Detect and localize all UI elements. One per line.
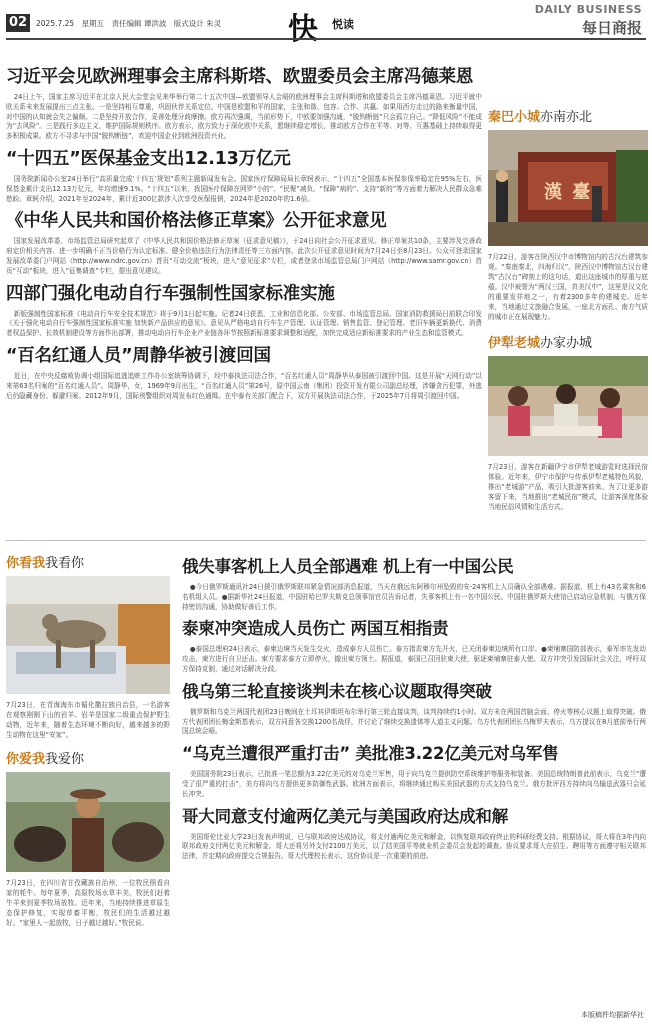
- story-headline: 泰柬冲突造成人员伤亡 两国互相指责: [182, 619, 449, 639]
- photo-han-terrace: [488, 130, 648, 246]
- story-body: 俄罗斯和乌克兰两国代表团23日晚间在土耳其伊斯坦布尔举行第三轮直接谈判，谈判持续约1小时。双方未在两国首脑会面、停火等核心议题上取得突破。俄方代表团团长梅金斯基表示，双方同意各交换1200名战俘，并讨论了继续交换遗体等人道主义问题。乌方代表团团长乌梅罗夫表示，乌方提议在8月底前举行两国总统会晤。: [182, 707, 646, 736]
- photo-yili-drawing: [488, 356, 648, 456]
- layout-designer: 版式设计 朱灵: [173, 19, 222, 28]
- issue-date: 2025.7.25: [36, 19, 75, 28]
- story-headline: 俄乌第三轮直接谈判未在核心议题取得突破: [182, 681, 492, 701]
- news-story: [6, 283, 482, 339]
- title-rest: 我看你: [45, 556, 85, 571]
- photo-caption: 7月23日，在四川省甘孜藏族自治州，一位牧民照看自家的牦牛。每年夏季，高原牧场水草丰美，牧民们赶着牛羊来到夏季牧场放牧。近年来，当地持续推进草原生态保护修复，实现草畜平衡，牧民们的生活越过越好。“家里人一起放牧，日子越过越好。”牧民说。: [6, 879, 170, 927]
- story-headline: 四部门强化电动自行车强制性国家标准实施: [6, 283, 335, 304]
- story-body: 近日，在中央反腐败协调小组国际追逃追赃工作办公室统筹协调下，经中泰执法司法合作，“百名红通人员”周静华从泰国被引渡回中国。这是开展“天网行动”以来第63名归案的“百名红通人员”。周静华，女，1969年9月出生，“百名红通人员”第26号，原中国云南（集团）投资开发有限公司副总经理，涉嫌贪污犯罪，外逃后仍隐藏身份、躲避归案。2012年9月，国际刑警组织对周发布红色通缉。在中泰有关部门配合下，双方开展执法司法合作，于2025年7月将周引渡回中国。: [6, 371, 482, 400]
- header-rule: [6, 38, 646, 40]
- photo-caption: 7月23日，在青海海东市循化撒拉族自治县，一名游客在观察刚刚下山的岩羊。岩羊是国家二级重点保护野生动物，近年来，随着生态环境不断向好，越来越多的野生动物在这里“安家”。: [6, 701, 170, 739]
- news-story: [182, 681, 646, 737]
- story-body: 24日上午，国家主席习近平在北京人民大会堂会见来华举行第二十五次中国—欧盟领导人会晤的欧洲理事会主席科斯塔和欧盟委员会主席冯德莱恩。习近平就中欧关系未来发展提出三点主张。一是坚持相互尊重，巩固伙伴关系定位。中国是欧盟和平的国家，主张和谐、包容、合作、共赢。如果用西方走过的路来衡量中国，对中国的认知就会失之偏颇。二是坚持开放合作，妥善处理分歧摩擦。欧方再次强调，当前形势下，中欧要加强沟通，“脱钩断链”只会孤立自己。“降低风险”不能成为“去风险”。三是践行多边主义，维护国际规则秩序。欧方表示，欧方致力于深化欧中关系，愿继续稳定增长，推动欧方合作在平等、对等、互惠基础上持续取得更多积极成果。欧方不寻求与中国“脱钩断链”，欢迎中国企业到欧洲投资兴业。: [6, 93, 482, 141]
- story-headline: 俄失事客机上人员全部遇难 机上有一中国公民: [182, 557, 514, 576]
- photo-herdsman-yak: [6, 772, 170, 872]
- section-logo-char: 快: [288, 12, 318, 47]
- news-story: [6, 148, 482, 204]
- photo-caption: 7月22日，游客在陕西汉中市博物馆内的古汉台建筑参观。“秦南秦北，四海归汉”，陕西汉中博物馆古汉台建筑“古汉台”碑刻上的这句话，道出这座城市的厚重与底蕴。汉中被誉为“两汉三国，真美汉中”，这里是汉文化的重要发祥地之一，有着2300多年的建城史。近年来，当地通过文旅融合发展，一座北方面孔、南方气质的城市正在展现魅力。: [488, 253, 648, 321]
- page-header: [0, 0, 652, 47]
- source-note: 本版稿件均据新华社: [581, 1011, 644, 1019]
- story-body: 美国国务院23日表示，已批准一笔总额为3.22亿美元的对乌克兰军售，用于向乌克兰提供防空系统维护等服务和装备。美国总统特朗普此前表示，乌克兰“遭受了很严重的打击”，美方将向乌方提供更多防御性武器。欧洲方面表示，将继续通过购买美国武器的方式支持乌克兰。俄方批评西方持续向乌输送武器只会延长冲突。: [182, 770, 646, 798]
- bottom-news-column: [182, 556, 646, 868]
- story-headline: “百名红通人员”周静华被引渡回国: [6, 345, 271, 366]
- photo-herdsman-drawing: [6, 772, 170, 872]
- story-body: 美国哥伦比亚大学23日发表声明说，已与联邦政府达成协议，将支付逾两亿美元和解金，以恢复联邦政府终止的科研经费支持。根据协议，哥大将在3年内向联邦政府支付两亿美元和解金。哥大还将另外支付2100万美元，以了结美国平等就业机会委员会发起的调查。协议要求哥大在招生、聘用等方面遵守相关联邦法律，并定期向政府提交合规报告。哥大代理校长表示，这份协议是一次重要的前进。: [182, 832, 646, 861]
- story-headline: 习近平会见欧洲理事会主席科斯塔、欧盟委员会主席冯德莱恩: [6, 67, 474, 87]
- photo-sign-text: 漢 臺: [544, 182, 593, 203]
- paper-name-en: DAILY BUSINESS: [534, 3, 642, 16]
- section-name: 悦读: [332, 18, 354, 31]
- story-headline: “十四五”医保基金支出12.13万亿元: [6, 148, 291, 169]
- responsible-editor: 责任编辑 谭洪波: [111, 19, 167, 28]
- title-accent: 伊犁老城: [488, 336, 541, 351]
- news-story: [182, 743, 646, 799]
- title-rest: 亦南亦北: [540, 110, 593, 125]
- title-accent: 你爱我: [6, 752, 46, 767]
- photo-blue-sheep-drawing: [6, 576, 170, 694]
- title-rest: 我爱你: [45, 752, 85, 767]
- photo-section-title: [6, 748, 170, 767]
- news-story: [6, 66, 482, 142]
- photo-yili-old-town: [488, 356, 648, 456]
- story-headline: 《中华人民共和国价格法修正草案》公开征求意见: [6, 211, 387, 232]
- paper-name-cn: 每日商报: [581, 19, 642, 37]
- title-rest: 办家办城: [540, 336, 593, 351]
- title-accent: 秦巴小城: [488, 110, 541, 125]
- news-story: [182, 556, 646, 612]
- top-news-column: [6, 66, 482, 407]
- photo-section-title: [488, 332, 648, 351]
- news-story: [6, 345, 482, 401]
- news-story: [182, 806, 646, 862]
- story-body: 国家发展改革委、市场监管总局研究起草了《中华人民共和国价格法修正草案（征求意见稿）》，于24日向社会公开征求意见。修正草案共10条，主要涉及完善政府定价相关内容、进一步明确不正当价格行为认定标准、健全价格违法行为法律责任等三方面内容。此次公开征求意见时间为7月24日至8月23日。公众可登录国家发展改革委门户网站（http://www.ndrc.gov.cn）首页“互动交流”板块，进入“意见征求”专栏，或者登录市场监管总局门户网站（http://www.samr.gov.cn）首页“互动”板块，进入“征集调查”专栏，提出意见建议。: [6, 237, 482, 275]
- photo-blue-sheep: [6, 576, 170, 694]
- story-body: ●泰国总理府24日表示，泰柬边境当天发生交火，造成泰方人员伤亡。泰方指责柬方先开火，已关闭泰柬边境所有口岸。●柬埔寨国防部表示，泰军率先发动攻击，柬方进行自卫还击。柬方要求泰方立即停火，撤出柬方领土。据报道，泰国已召回驻柬大使，驱逐柬埔寨驻泰大使。双方冲突引发国际社会关注，呼吁双方保持克制，通过对话解决分歧。: [182, 645, 646, 673]
- page-number: 02: [6, 14, 30, 32]
- story-headline: “乌克兰遭很严重打击” 美批准3.22亿美元对乌军售: [182, 744, 559, 764]
- photo-section-title: [6, 552, 170, 571]
- news-story: [182, 618, 646, 674]
- issue-meta: [36, 18, 226, 29]
- story-body: 国务院新闻办公室24日举行“高质量完成‘十四五’规划”系列主题新闻发布会。国家医疗保障局局长章轲表示，“十四五”全国基本医保参保率稳定在95%左右，医保基金累计支出12.13万亿元，年均增速9.1%。“十四五”以来，我国医疗保障在网罗“小的”、“民聚”减负、“保障”病的”、支持“新的”等方面着力解决人民群众急难愁盼。章轲介绍，2021年至2024年，累计近300亿款涉入次享受医保报销，2024年是2020年的1.6倍。: [6, 174, 482, 203]
- photo-caption: 7月23日，游客在新疆伊宁市伊犁老城游览时选择民宿体验。近年来，伊宁市保护与传承伊犁老城特色风貌，推出“老城游”产品，吸引大批游客前来。为了让更多游客留下来，当地推出“老城民宿”模式，让游客深度体验当地民俗风情和生活方式。: [488, 463, 648, 511]
- section-divider: [6, 540, 646, 541]
- photo-sidebar-top: [488, 106, 648, 512]
- photo-section-title: [488, 106, 648, 125]
- title-accent: 你看我: [6, 556, 46, 571]
- story-body: 新版强制性国家标准《电动自行车安全技术规范》将于9月1日起实施。记者24日获悉，工业和信息化部、公安部、市场监管总局、国家消防救援局日前联合印发《关于强化电动自行车强制性国家标准实施 加快新产品供应的意见》。意见从严格电动自行车生产管理、认证管理、销售监管、登记管理、老旧车辆更新换代、消费者权益保护、长效机制建设等方面作出部署，推动电动自行车企业产业链各环节按照新标准要求调整和适配，加快完成适应新标准要求的产业生态和监管模式。: [6, 309, 482, 338]
- news-story: [6, 210, 482, 276]
- story-body: ●今日俄罗斯通讯社24日援引俄罗斯联邦紧急情况部消息报道，当天在俄远东阿穆尔州坠毁的安-24客机上人员确认全部遇难。据报道，机上有43名乘客和6名机组人员。●据新华社24日报道，中国驻哈巴罗夫斯克总领事馆官员告诉记者，失事客机上有一名中国公民。中国驻俄罗斯大使馆已启动应急机制，与俄方保持密切沟通，协助做好善后工作。: [182, 583, 646, 611]
- photo-sidebar-bottom: [6, 552, 170, 928]
- issue-weekday: 星期五: [81, 19, 105, 28]
- story-headline: 哥大同意支付逾两亿美元与美国政府达成和解: [182, 806, 509, 826]
